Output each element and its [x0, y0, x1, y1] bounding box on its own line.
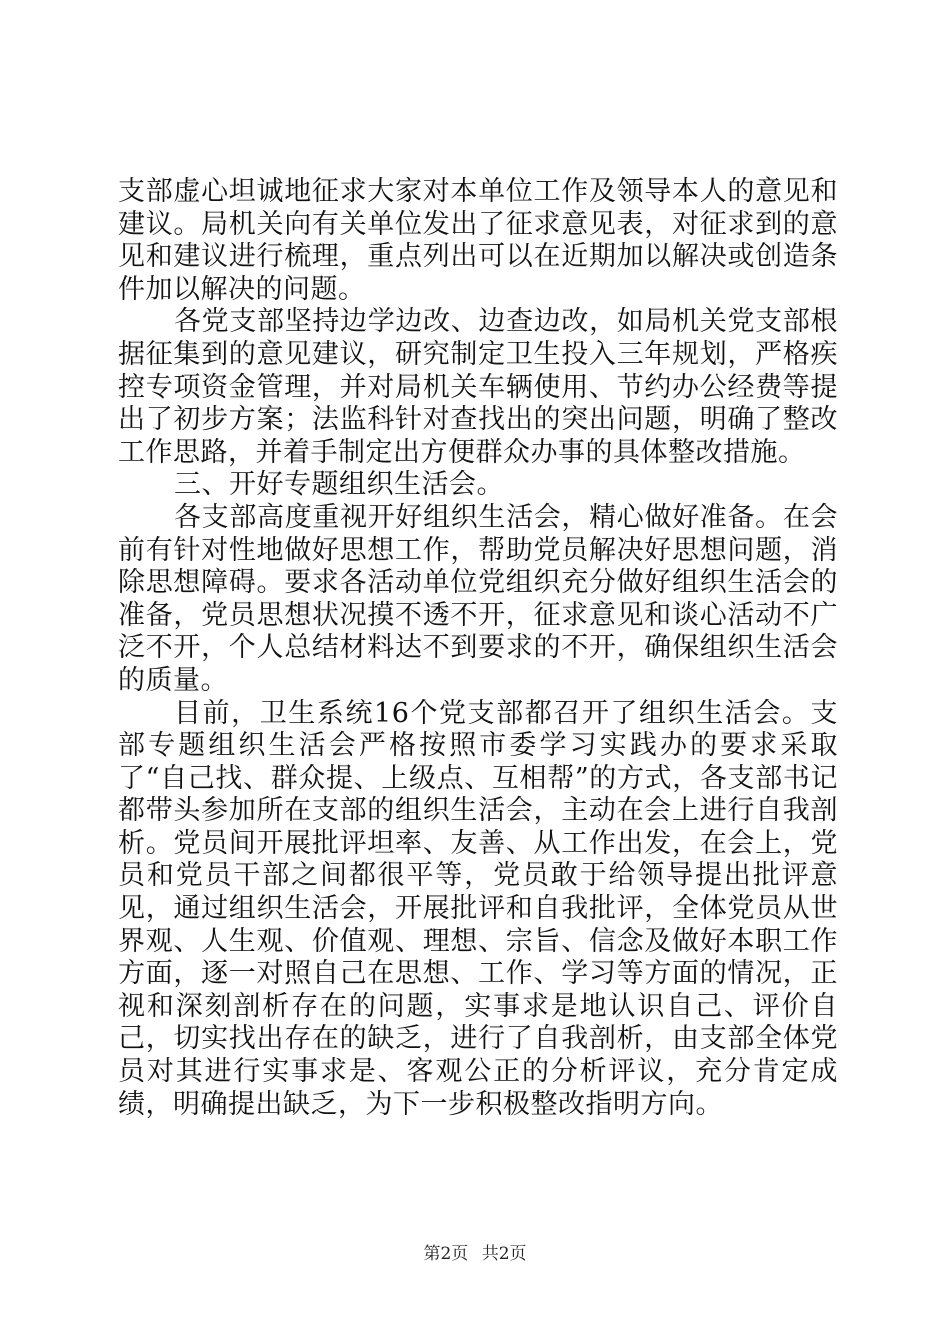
page-total: 共2页: [481, 1244, 527, 1264]
page-footer: [0, 1244, 950, 1264]
paragraph-meetings: 目前，卫生系统16个党支部都召开了组织生活会。支部专题组织生活会严格按照市委学习实践办的要求采取了“自己找、群众提、上级点、互相帮”的方式，各支部书记都带头参加所在支部的组织生活会，主动在会上进行自我剖析。党员间开展批评坦率、友善、从工作出发，在会上，党员和党员干部之间都很平等，党员敢于给领导提出批评意见，通过组织生活会，开展批评和自我批评，全体党员从世界观、人生观、价值观、理想、宗旨、信念及做好本职工作方面，逐一对照自己在思想、工作、学习等方面的情况，正视和深刻剖析存在的问题，实事求是地认识自己、评价自己，切实找出存在的缺乏，进行了自我剖析，由支部全体党员对其进行实事求是、客观公正的分析评议，充分肯定成绩，明确提出缺乏，为下一步积极整改指明方向。: [118, 697, 838, 1120]
paragraph-preparation: 各支部高度重视开好组织生活会，精心做好准备。在会前有针对性地做好思想工作，帮助党员解决好思想问题，消除思想障碍。要求各活动单位党组织充分做好组织生活会的准备，党员思想状况摸不透不开，征求意见和谈心活动不广泛不开，个人总结材料达不到要求的不开，确保组织生活会的质量。: [118, 501, 838, 696]
page-number: 第2页: [423, 1244, 469, 1264]
section-heading: 三、开好专题组织生活会。: [174, 469, 504, 501]
paragraph-rectification: 各党支部坚持边学边改、边查边改，如局机关党支部根据征集到的意见建议，研究制定卫生投入三年规划，严格疾控专项资金管理，并对局机关车辆使用、节约办公经费等提出了初步方案；法监科针对查找出的突出问题，明确了整改工作思路，并着手制定出方便群众办事的具体整改措施。: [118, 306, 838, 468]
paragraph-continuation: 支部虚心坦诚地征求大家对本单位工作及领导本人的意见和建议。局机关向有关单位发出了征求意见表，对征求到的意见和建议进行梳理，重点列出可以在近期加以解决或创造条件加以解决的问题。: [118, 176, 838, 305]
document-body: [118, 176, 838, 1121]
